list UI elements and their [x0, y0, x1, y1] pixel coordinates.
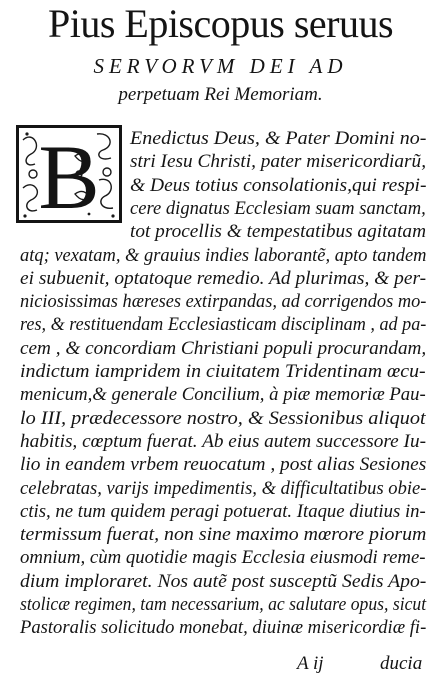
body-line: omnium, cùm quotidie magis Ecclesia eiusmodi reme-: [20, 548, 426, 569]
catchword: ducia: [380, 653, 423, 674]
body-line: lio in eandem vrbem reuocatum , post alias Sesiones: [20, 455, 427, 476]
body-line: Enedictus Deus, & Pater Domini no-: [130, 129, 427, 149]
body-line: menicum,& generale Concilium, à piæ memoriæ Pau-: [20, 385, 426, 406]
decorated-initial: [16, 125, 122, 223]
body-line: habitis, cœptum fuerat. Ab eius autem successore Iu-: [20, 431, 426, 452]
body-line: cere dignatus Ecclesiam suam sanctam,: [130, 198, 426, 219]
body-line: tot procellis & tempestatibus agitatam: [130, 222, 426, 243]
initial-letter: B: [38, 128, 100, 220]
body-line: ei subuenit, optatoque remedio. Ad plurimas, & per-: [20, 268, 427, 289]
signature-mark: A ij: [297, 653, 324, 674]
body-line: cem , & concordiam Christiani populi procurandam,: [20, 338, 427, 359]
title-line-1: Pius Episcopus seruus: [47, 1, 394, 46]
body-line: termissum fuerat, non sine maximo mœrore piorum: [20, 525, 427, 546]
title-line-3: perpetuam Rei Memoriam.: [118, 84, 323, 105]
body-line: ctis, ne tum quidem peragi potuerat. Itaque diutius in-: [20, 501, 426, 522]
body-line: stri Iesu Christi, pater misericordiarũ,: [130, 152, 427, 173]
body-line: & Deus totius consolationis,qui respi-: [130, 175, 427, 196]
body-line: stolicæ regimen, tam necessarium, ac salutare opus, sicut: [20, 595, 427, 615]
title-line-2: SERVORVM DEI AD: [93, 54, 348, 78]
body-line: Pastoralis solicitudo monebat, diuinæ misericordiæ fi-: [20, 618, 427, 639]
decorated-initial-art: [19, 128, 119, 220]
body-line: celebratas, varijs impedimentis, & difficultatibus obie-: [20, 478, 427, 499]
body-line: lo III, prædecessore nostro, & Sessionibus aliquot: [20, 408, 426, 429]
body-line: atq; vexatam, & grauius indies laborantẽ, apto tandem: [20, 245, 427, 266]
body-line: niciosissimas hæreses extirpandas, ad corrigendos mo-: [20, 292, 427, 313]
body-line: res, & restituendam Ecclesiasticam disciplinam , ad pa-: [20, 315, 427, 336]
body-line: dium imploraret. Nos autẽ post susceptũ Sedis Apo-: [20, 571, 427, 592]
body-line: indictum iampridem in ciuitatem Tridentinam œcu-: [20, 362, 426, 382]
